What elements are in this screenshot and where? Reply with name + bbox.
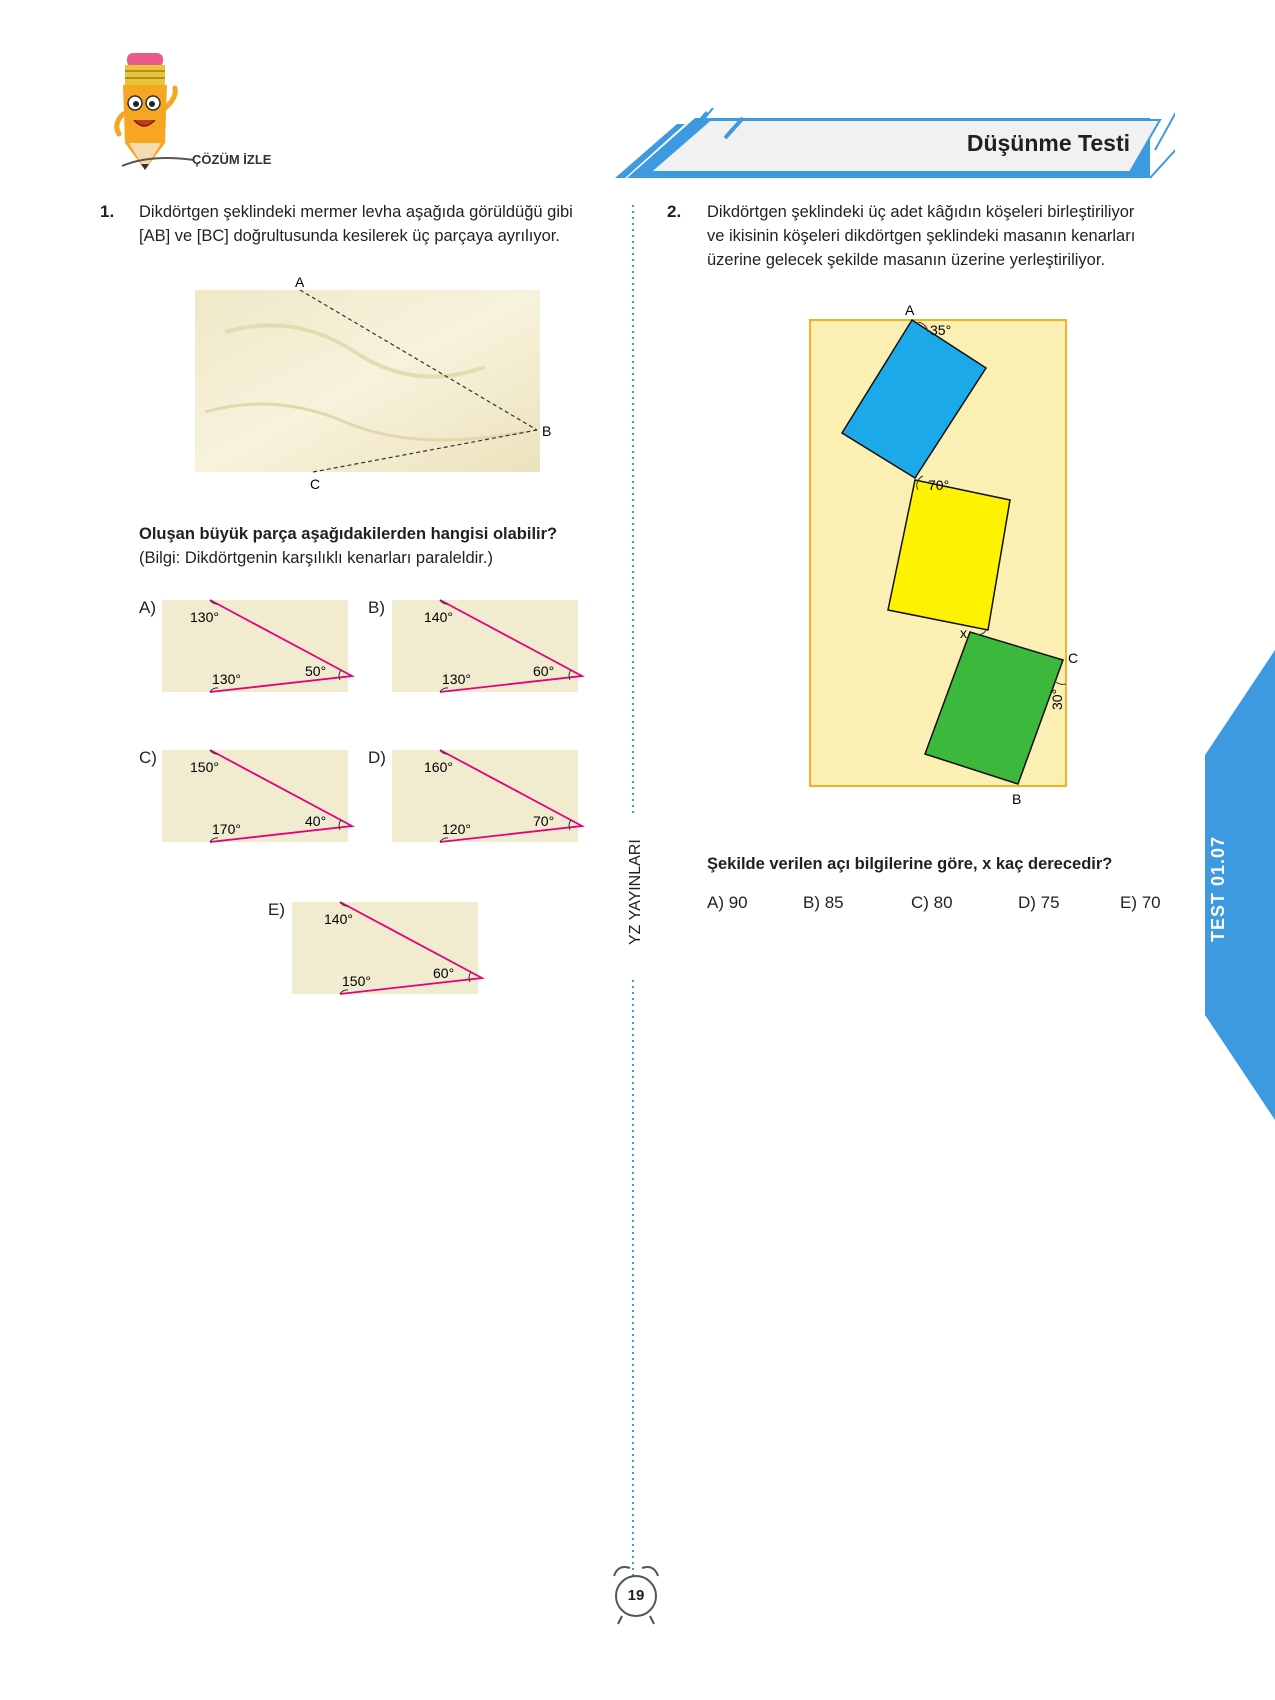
q1-option-b-top-angle: 140° bbox=[424, 609, 453, 625]
q2-angle-70: 70° bbox=[928, 477, 950, 493]
q1-option-b-bottom-angle: 130° bbox=[442, 671, 471, 687]
page-title: Düşünme Testi bbox=[966, 130, 1130, 156]
q1-option-a-right-angle: 50° bbox=[305, 663, 327, 679]
side-tab-label: TEST 01.07 bbox=[1208, 835, 1228, 942]
q1-option-c-figure[interactable] bbox=[160, 742, 360, 852]
q1-option-e-bottom-angle: 150° bbox=[342, 973, 371, 989]
q2-angle-30: 30° bbox=[1049, 688, 1065, 710]
q1-text: Dikdörtgen şeklindeki mermer levha aşağıda görüldüğü gibi [AB] ve [BC] doğrultusunda kesilerek üç parçaya ayrılıyor. bbox=[139, 203, 573, 245]
q1-label-a: A bbox=[295, 274, 305, 290]
q2-answer-a[interactable]: A) 90 bbox=[707, 893, 748, 912]
q1-option-b-right-angle: 60° bbox=[533, 663, 555, 679]
publisher-label: YZ YAYINLARI bbox=[627, 839, 644, 945]
q1-option-d-figure[interactable] bbox=[390, 742, 590, 852]
q2-answer-c[interactable]: C) 80 bbox=[911, 893, 953, 912]
q1-option-d-top-angle: 160° bbox=[424, 759, 453, 775]
q1-option-a-top-angle: 130° bbox=[190, 609, 219, 625]
q1-option-c-right-angle: 40° bbox=[305, 813, 327, 829]
q2-label-b: B bbox=[1012, 791, 1022, 807]
q1-option-c-top-angle: 150° bbox=[190, 759, 219, 775]
q2-label-c: C bbox=[1068, 650, 1079, 666]
q1-option-a-letter[interactable]: A) bbox=[139, 598, 156, 617]
q2-label-x: x bbox=[960, 625, 967, 641]
q1-option-d-bottom-angle: 120° bbox=[442, 821, 471, 837]
q1-question: Oluşan büyük parça aşağıdakilerden hangisi olabilir? bbox=[139, 525, 558, 543]
q1-number: 1. bbox=[100, 202, 115, 221]
logo-label: ÇÖZÜM İZLE bbox=[192, 152, 272, 167]
q1-option-c-bottom-angle: 170° bbox=[212, 821, 241, 837]
q1-option-b-letter[interactable]: B) bbox=[368, 598, 385, 617]
q2-question: Şekilde verilen açı bilgilerine göre, x kaç derecedir? bbox=[707, 855, 1113, 873]
q1-option-a-bottom-angle: 130° bbox=[212, 671, 241, 687]
q1-option-e-figure[interactable] bbox=[290, 894, 490, 1004]
q2-answers bbox=[707, 893, 1177, 917]
q1-option-e-right-angle: 60° bbox=[433, 965, 455, 981]
q2-answer-b[interactable]: B) 85 bbox=[803, 893, 844, 912]
q2-answer-d[interactable]: D) 75 bbox=[1018, 893, 1060, 912]
q1-option-a-figure[interactable] bbox=[160, 592, 360, 702]
q2-answer-e[interactable]: E) 70 bbox=[1120, 893, 1161, 912]
q1-option-d-right-angle: 70° bbox=[533, 813, 555, 829]
page-number: 19 bbox=[627, 1587, 645, 1604]
q2-text: Dikdörtgen şeklindeki üç adet kâğıdın köşeleri birleştiriliyor ve ikisinin köşeleri dikdörtgen şeklindeki masanın kenarları üzerine gelecek şekilde masanın üzerine yerleştiriliyor. bbox=[707, 203, 1136, 269]
q2-figure bbox=[800, 298, 1100, 808]
q1-label-b: B bbox=[542, 423, 552, 439]
q2-label-a: A bbox=[905, 302, 915, 318]
logo-swoosh bbox=[120, 150, 200, 172]
q1-option-e-top-angle: 140° bbox=[324, 911, 353, 927]
q1-figure bbox=[185, 272, 565, 497]
q1-option-d-letter[interactable]: D) bbox=[368, 748, 386, 767]
q1-label-c: C bbox=[310, 476, 321, 492]
q1-info: (Bilgi: Dikdörtgenin karşılıklı kenarları paraleldir.) bbox=[139, 549, 493, 567]
q1-option-b-figure[interactable] bbox=[390, 592, 590, 702]
q1-option-e-letter[interactable]: E) bbox=[268, 900, 285, 919]
q2-number: 2. bbox=[667, 202, 682, 221]
q1-option-c-letter[interactable]: C) bbox=[139, 748, 157, 767]
q2-angle-35: 35° bbox=[930, 322, 952, 338]
